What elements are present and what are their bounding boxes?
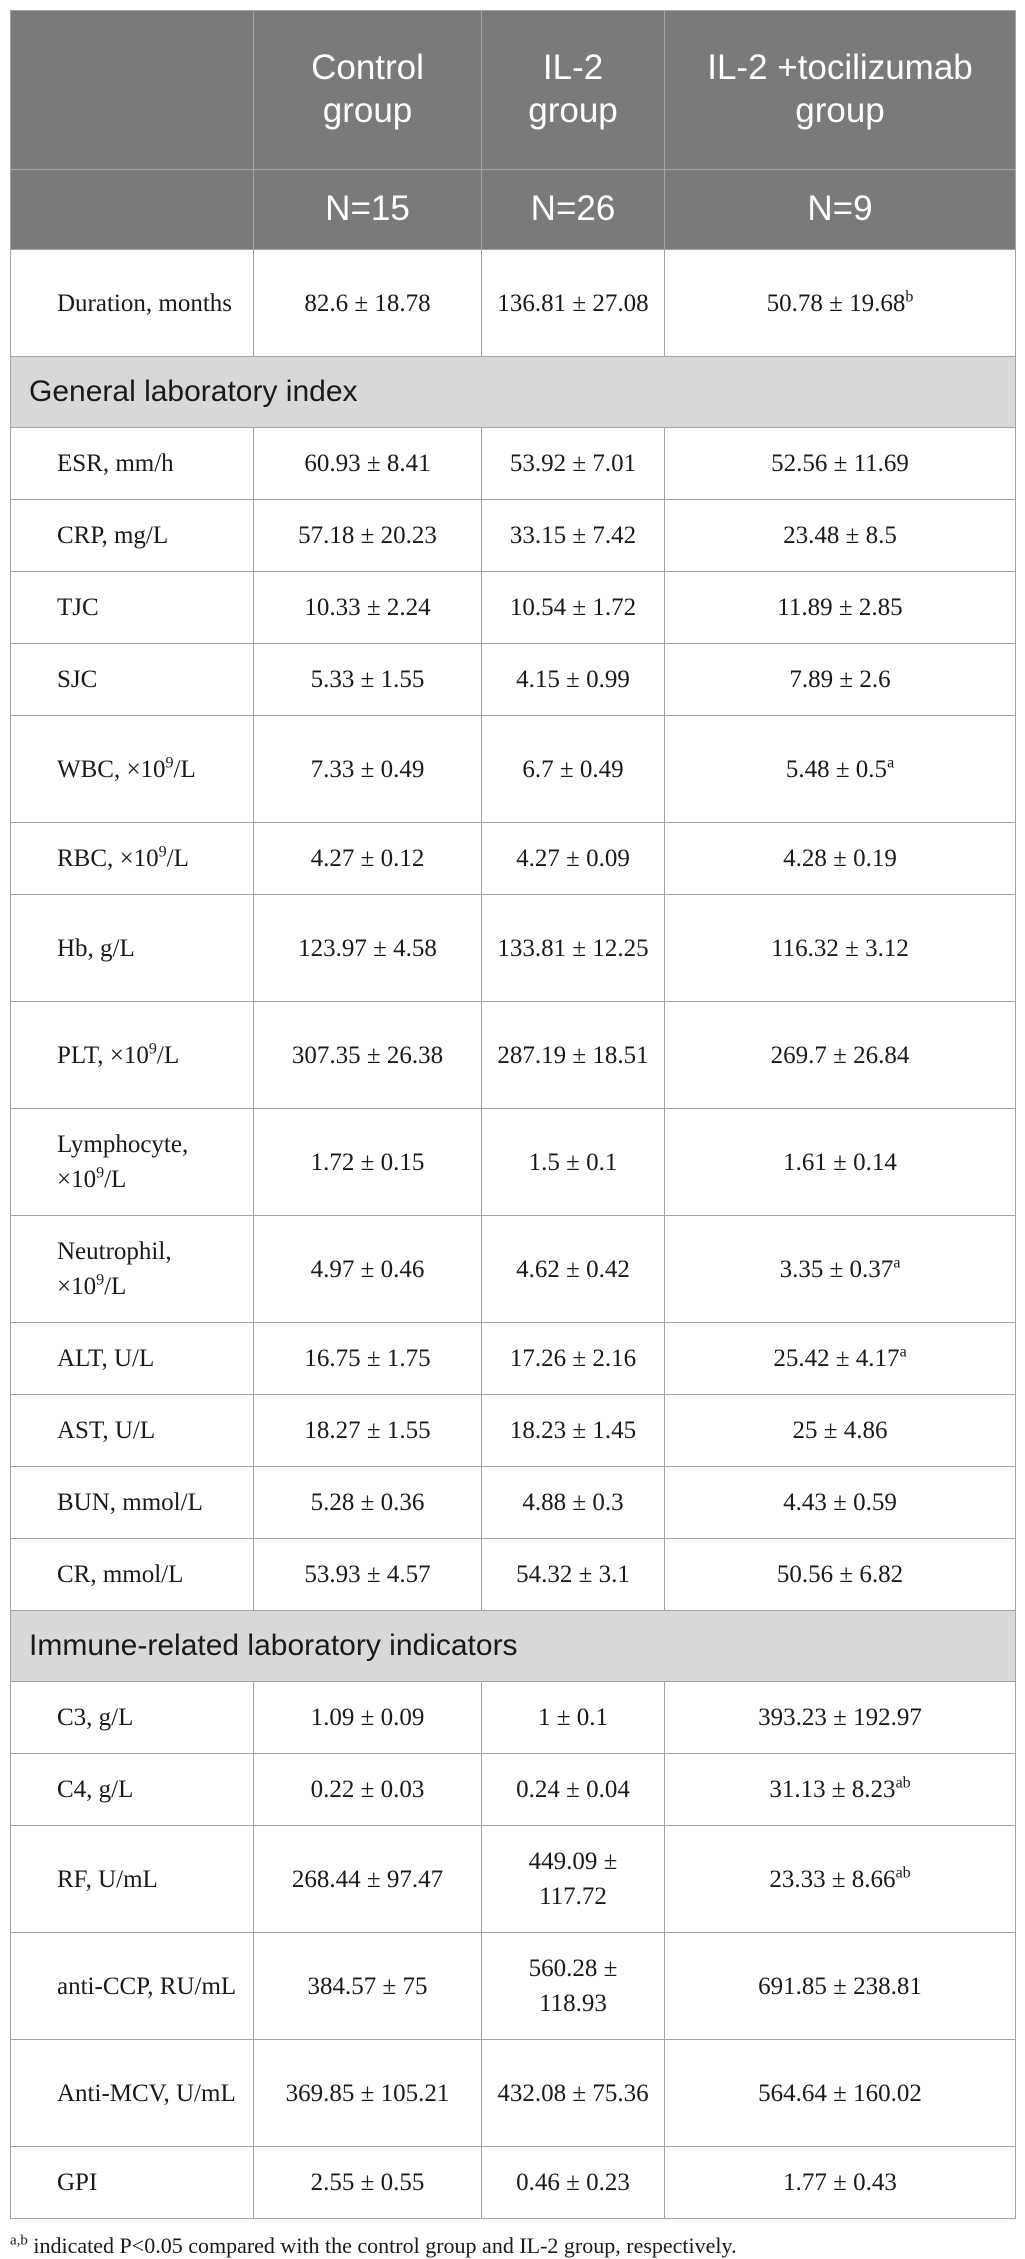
table-row: [11, 1002, 1016, 1109]
value-cell: [482, 895, 665, 1002]
table-row: [11, 428, 1016, 500]
table-row: [11, 1826, 1016, 1933]
cell-value: 4.27 ± 0.09: [516, 845, 630, 872]
header-il2-tocilizumab-n: N=9: [665, 170, 1016, 250]
cell-value: 23.33 ± 8.66: [769, 1865, 896, 1893]
section-title: Immune-related laboratory indicators: [11, 1611, 1016, 1682]
cell-value: 133.81 ± 12.25: [497, 934, 649, 962]
value-cell: [482, 823, 665, 895]
section-header-row: [11, 1611, 1016, 1682]
cell-value: 1.09 ± 0.09: [310, 1704, 425, 1731]
row-label-exponent: 9: [158, 843, 167, 861]
value-cell: [482, 1323, 665, 1395]
cell-value: 7.89 ± 2.6: [789, 666, 891, 693]
cell-value: 4.88 ± 0.3: [522, 1489, 624, 1516]
row-label: RBC, ×10: [57, 845, 159, 872]
cell-value: 17.26 ± 2.16: [509, 1345, 637, 1372]
table-row: [11, 1754, 1016, 1826]
value-cell: [665, 1826, 1016, 1933]
row-label: CRP, mg/L: [57, 522, 169, 549]
row-label-cell: [11, 1216, 254, 1323]
value-cell: [482, 1754, 665, 1826]
value-cell: [482, 428, 665, 500]
table-row: [11, 572, 1016, 644]
cell-value: 18.27 ± 1.55: [304, 1417, 431, 1444]
value-cell: [254, 2040, 482, 2147]
row-label-cell: [11, 895, 254, 1002]
value-cell: [665, 2040, 1016, 2147]
row-label-cell: [11, 1109, 254, 1216]
significance-marker: b: [905, 288, 914, 306]
table-row: [11, 1467, 1016, 1539]
value-cell: [482, 250, 665, 357]
row-label: AST, U/L: [57, 1417, 156, 1444]
footnote-marker: a,b: [10, 2232, 28, 2249]
document-page: [10, 10, 1015, 2259]
header-il2-tocilizumab-group: IL-2 +tocilizumab group: [665, 11, 1016, 170]
row-label-exponent: 9: [96, 1164, 105, 1182]
cell-value: 269.7 ± 26.84: [770, 1041, 910, 1069]
cell-value: 11.89 ± 2.85: [777, 594, 903, 621]
row-label: C3, g/L: [57, 1704, 134, 1731]
cell-value: 16.75 ± 1.75: [304, 1345, 431, 1372]
cell-value: 6.7 ± 0.49: [522, 755, 624, 783]
value-cell: [254, 500, 482, 572]
cell-value: 5.28 ± 0.36: [310, 1489, 425, 1516]
value-cell: [665, 1467, 1016, 1539]
row-label-unit: /L: [104, 1273, 127, 1300]
row-label-cell: [11, 1826, 254, 1933]
cell-value: 0.24 ± 0.04: [516, 1776, 630, 1803]
value-cell: [254, 1826, 482, 1933]
row-label-cell: [11, 1323, 254, 1395]
row-label-cell: [11, 572, 254, 644]
table-row: [11, 1682, 1016, 1754]
value-cell: [254, 428, 482, 500]
row-label-cell: [11, 1754, 254, 1826]
value-cell: [482, 1216, 665, 1323]
value-cell: [254, 895, 482, 1002]
cell-value: 287.19 ± 18.51: [497, 1041, 649, 1069]
row-label: BUN, mmol/L: [57, 1489, 203, 1516]
row-label-cell: [11, 1933, 254, 2040]
table-row: [11, 823, 1016, 895]
header-control-n: N=15: [254, 170, 482, 250]
value-cell: [254, 1002, 482, 1109]
cell-value: 33.15 ± 7.42: [509, 522, 637, 549]
table-row: [11, 250, 1016, 357]
cell-value: 25 ± 4.86: [792, 1417, 888, 1444]
row-label: Neutrophil, ×10: [57, 1238, 172, 1300]
row-label-cell: [11, 2040, 254, 2147]
cell-value: 432.08 ± 75.36: [497, 2079, 649, 2107]
value-cell: [665, 572, 1016, 644]
significance-marker: a: [887, 754, 895, 772]
value-cell: [665, 250, 1016, 357]
row-label-cell: [11, 1682, 254, 1754]
cell-value: 10.33 ± 2.24: [304, 594, 431, 621]
table-row: [11, 1539, 1016, 1611]
cell-value: 0.22 ± 0.03: [310, 1776, 425, 1803]
value-cell: [254, 644, 482, 716]
value-cell: [254, 1467, 482, 1539]
row-label-unit: /L: [104, 1166, 127, 1193]
row-label: Hb, g/L: [57, 934, 135, 962]
table-row: [11, 500, 1016, 572]
value-cell: [254, 250, 482, 357]
cell-value: 25.42 ± 4.17: [773, 1345, 900, 1372]
value-cell: [665, 1539, 1016, 1611]
value-cell: [665, 428, 1016, 500]
value-cell: [254, 1933, 482, 2040]
value-cell: [254, 1216, 482, 1323]
cell-value: 52.56 ± 11.69: [771, 450, 909, 477]
cell-value: 369.85 ± 105.21: [285, 2079, 450, 2107]
row-label: Anti-MCV, U/mL: [57, 2079, 236, 2107]
cell-value: 1.77 ± 0.43: [783, 2169, 897, 2196]
value-cell: [482, 1395, 665, 1467]
value-cell: [482, 1933, 665, 2040]
row-label-exponent: 9: [96, 1271, 105, 1289]
cell-value: 10.54 ± 1.72: [509, 594, 637, 621]
header-title-row: [11, 11, 1016, 170]
row-label-cell: [11, 428, 254, 500]
value-cell: [665, 1395, 1016, 1467]
section-header-row: [11, 357, 1016, 428]
cell-value: 57.18 ± 20.23: [298, 522, 437, 549]
table-row: [11, 1933, 1016, 2040]
row-label-exponent: 9: [148, 1040, 157, 1058]
row-label: C4, g/L: [57, 1776, 134, 1803]
cell-value: 1.5 ± 0.1: [528, 1148, 618, 1176]
table-row: [11, 644, 1016, 716]
header-n-row: [11, 170, 1016, 250]
value-cell: [482, 2147, 665, 2219]
row-label-cell: [11, 250, 254, 357]
row-label: GPI: [57, 2169, 98, 2196]
value-cell: [482, 2040, 665, 2147]
value-cell: [254, 1323, 482, 1395]
value-cell: [665, 644, 1016, 716]
header-corner-n: [11, 170, 254, 250]
cell-value: 7.33 ± 0.49: [310, 755, 425, 783]
header-il2-n: N=26: [482, 170, 665, 250]
row-label-cell: [11, 1539, 254, 1611]
value-cell: [665, 1933, 1016, 2040]
row-label: ALT, U/L: [57, 1345, 155, 1372]
row-label-exponent: 9: [165, 754, 174, 772]
value-cell: [482, 1539, 665, 1611]
section-title: General laboratory index: [11, 357, 1016, 428]
row-label-cell: [11, 2147, 254, 2219]
value-cell: [482, 716, 665, 823]
cell-value: 4.62 ± 0.42: [516, 1255, 630, 1283]
value-cell: [254, 1539, 482, 1611]
cell-value: 23.48 ± 8.5: [783, 522, 897, 549]
value-cell: [254, 1395, 482, 1467]
table-row: [11, 1395, 1016, 1467]
cell-value: 560.28 ± 118.93: [528, 1955, 618, 2017]
cell-value: 307.35 ± 26.38: [291, 1041, 444, 1069]
table-row: [11, 1109, 1016, 1216]
row-label-unit: /L: [173, 755, 196, 783]
row-label: RF, U/mL: [57, 1865, 158, 1893]
row-label-cell: [11, 823, 254, 895]
value-cell: [254, 1754, 482, 1826]
cell-value: 50.78 ± 19.68: [766, 289, 906, 317]
cell-value: 54.32 ± 3.1: [516, 1561, 630, 1588]
table-row: [11, 1216, 1016, 1323]
value-cell: [665, 1216, 1016, 1323]
row-label-unit: /L: [166, 845, 189, 872]
value-cell: [482, 644, 665, 716]
cell-value: 384.57 ± 75: [307, 1972, 428, 2000]
cell-value: 691.85 ± 238.81: [758, 1972, 922, 2000]
value-cell: [482, 500, 665, 572]
value-cell: [665, 2147, 1016, 2219]
row-label: Lymphocyte, ×10: [57, 1131, 189, 1193]
cell-value: 268.44 ± 97.47: [291, 1865, 444, 1893]
cell-value: 0.46 ± 0.23: [516, 2169, 630, 2196]
cell-value: 53.92 ± 7.01: [509, 450, 637, 477]
value-cell: [482, 1109, 665, 1216]
cell-value: 4.43 ± 0.59: [783, 1489, 897, 1516]
table-body: [11, 250, 1016, 2219]
value-cell: [665, 1682, 1016, 1754]
cell-value: 60.93 ± 8.41: [304, 450, 431, 477]
row-label: CR, mmol/L: [57, 1561, 184, 1588]
significance-marker: a: [893, 1254, 901, 1272]
row-label: WBC, ×10: [57, 755, 166, 783]
value-cell: [482, 1682, 665, 1754]
table-row: [11, 1323, 1016, 1395]
row-label-cell: [11, 716, 254, 823]
table-footnote: [10, 2233, 1015, 2259]
cell-value: 1.61 ± 0.14: [783, 1148, 897, 1176]
row-label-unit: /L: [156, 1041, 180, 1069]
value-cell: [482, 1002, 665, 1109]
header-control-group: Control group: [254, 11, 482, 170]
header-il2-group: IL-2 group: [482, 11, 665, 170]
value-cell: [254, 716, 482, 823]
cell-value: 31.13 ± 8.23: [769, 1776, 896, 1803]
value-cell: [665, 1323, 1016, 1395]
value-cell: [665, 1754, 1016, 1826]
row-label: TJC: [57, 594, 99, 621]
value-cell: [254, 823, 482, 895]
cell-value: 5.33 ± 1.55: [310, 666, 425, 693]
table-row: [11, 2040, 1016, 2147]
value-cell: [482, 572, 665, 644]
cell-value: 4.28 ± 0.19: [783, 845, 897, 872]
value-cell: [482, 1467, 665, 1539]
cell-value: 2.55 ± 0.55: [310, 2169, 425, 2196]
cell-value: 1 ± 0.1: [538, 1704, 608, 1731]
header-corner-cell: [11, 11, 254, 170]
cell-value: 136.81 ± 27.08: [497, 289, 649, 317]
table-row: [11, 716, 1016, 823]
cell-value: 449.09 ± 117.72: [528, 1848, 618, 1910]
row-label: anti-CCP, RU/mL: [57, 1972, 237, 2000]
results-table: [10, 10, 1016, 2219]
cell-value: 4.97 ± 0.46: [310, 1255, 425, 1283]
cell-value: 1.72 ± 0.15: [310, 1148, 425, 1176]
significance-marker: ab: [895, 1774, 911, 1792]
footnote-text: indicated P<0.05 compared with the control group and IL-2 group, respectively.: [27, 2233, 737, 2258]
row-label-cell: [11, 644, 254, 716]
cell-value: 82.6 ± 18.78: [304, 289, 431, 317]
value-cell: [665, 1109, 1016, 1216]
row-label-cell: [11, 1467, 254, 1539]
row-label: Duration, months: [57, 289, 232, 317]
value-cell: [665, 895, 1016, 1002]
row-label-cell: [11, 1395, 254, 1467]
table-header: [11, 11, 1016, 250]
row-label-cell: [11, 500, 254, 572]
value-cell: [254, 2147, 482, 2219]
significance-marker: ab: [895, 1864, 911, 1882]
value-cell: [665, 823, 1016, 895]
value-cell: [665, 716, 1016, 823]
cell-value: 4.27 ± 0.12: [310, 845, 425, 872]
cell-value: 123.97 ± 4.58: [298, 934, 437, 962]
cell-value: 5.48 ± 0.5: [785, 755, 888, 783]
cell-value: 393.23 ± 192.97: [758, 1704, 922, 1731]
cell-value: 4.15 ± 0.99: [516, 666, 630, 693]
cell-value: 53.93 ± 4.57: [304, 1561, 431, 1588]
row-label: SJC: [57, 666, 98, 693]
value-cell: [254, 572, 482, 644]
row-label: PLT, ×10: [57, 1041, 149, 1069]
cell-value: 50.56 ± 6.82: [776, 1561, 904, 1588]
cell-value: 116.32 ± 3.12: [771, 934, 909, 962]
value-cell: [254, 1682, 482, 1754]
cell-value: 18.23 ± 1.45: [509, 1417, 637, 1444]
value-cell: [665, 500, 1016, 572]
value-cell: [482, 1826, 665, 1933]
cell-value: 564.64 ± 160.02: [758, 2079, 922, 2107]
value-cell: [665, 1002, 1016, 1109]
cell-value: 3.35 ± 0.37: [779, 1255, 894, 1283]
significance-marker: a: [899, 1343, 907, 1361]
row-label-cell: [11, 1002, 254, 1109]
value-cell: [254, 1109, 482, 1216]
table-row: [11, 2147, 1016, 2219]
table-row: [11, 895, 1016, 1002]
row-label: ESR, mm/h: [57, 450, 174, 477]
